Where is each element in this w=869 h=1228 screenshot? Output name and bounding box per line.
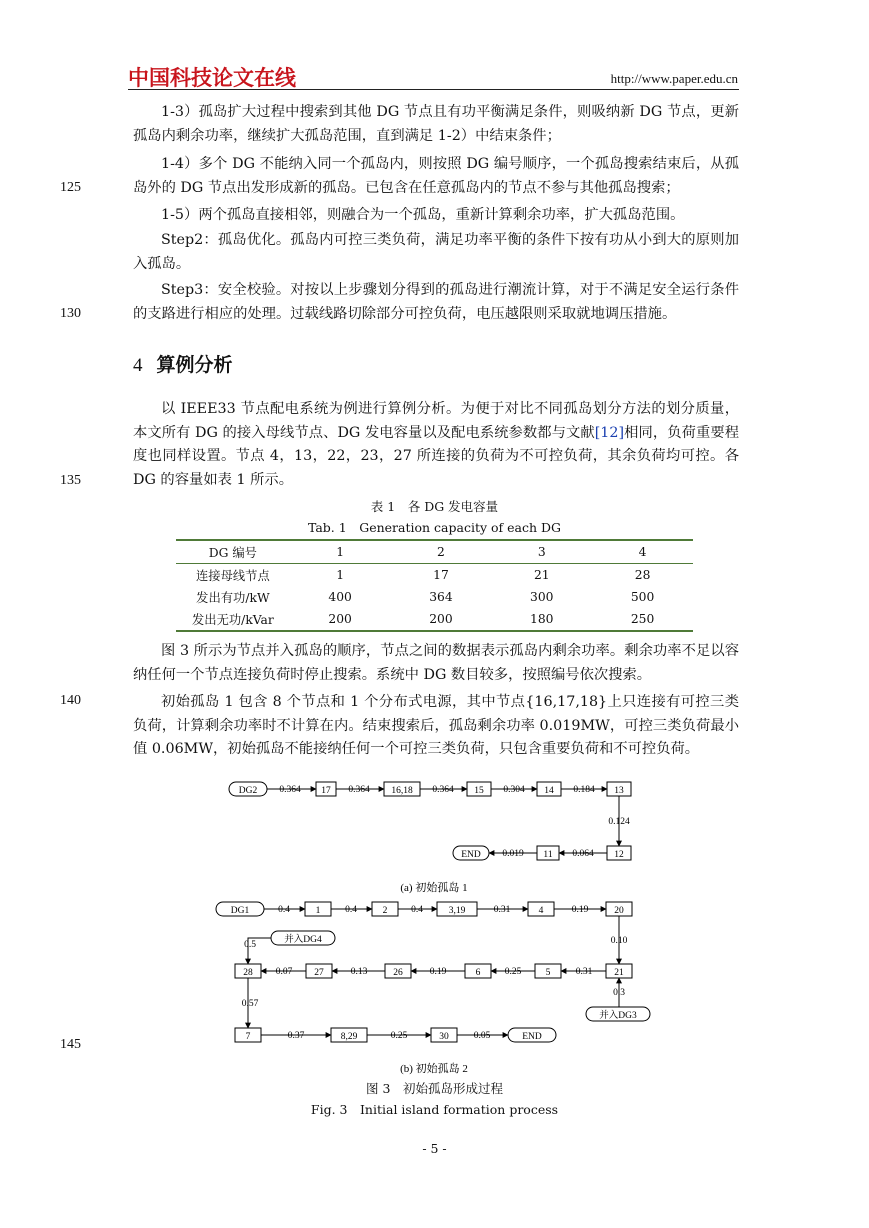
power-value: 0.05	[473, 1031, 491, 1041]
table-header-cell: 1	[336, 545, 345, 559]
power-value: 0.25	[504, 967, 522, 977]
island-formation-figure	[0, 776, 869, 1076]
power-value: 0.5	[244, 940, 256, 950]
node-label: 5	[545, 968, 551, 978]
table-row	[176, 586, 693, 608]
power-value: 0.25	[390, 1031, 408, 1041]
header-url[interactable]: http://www.paper.edu.cn	[610, 71, 738, 86]
island-1-labels	[239, 785, 630, 860]
paragraph-1-3: 1-3）孤岛扩大过程中搜索到其他 DG 节点且有功平衡满足条件，则吸纳新 DG 节点，更新孤岛内剩余功率，继续扩大孤岛范围，直到满足 1-2）中结束条件；	[133, 104, 739, 144]
table-cell: 28	[634, 568, 651, 582]
journal-logo: 中国科技论文在线	[128, 66, 296, 90]
table-header-cell: DG 编号	[208, 546, 257, 560]
power-value: 0.19	[429, 967, 447, 977]
node-label: 1	[315, 906, 321, 916]
reference-link[interactable]: [12]	[594, 424, 625, 441]
node-label: 30	[439, 1032, 449, 1042]
node-label: 6	[475, 968, 481, 978]
table-cell: 21	[533, 568, 550, 582]
paragraph-step3: Step3：安全校验。对按以上步骤划分得到的孤岛进行潮流计算，对于不满足安全运行条件的支路进行相应的处理。过载线路切除部分可控负荷，电压越限则采取就地调压措施。	[133, 282, 739, 322]
node-label: 16,18	[391, 786, 413, 796]
table-cell: 300	[530, 590, 554, 604]
power-value: 0.4	[411, 905, 423, 915]
node-label: 21	[614, 968, 624, 978]
table-header-row	[176, 540, 693, 564]
island-2-labels	[231, 905, 637, 1042]
table-cell: 250	[630, 612, 655, 626]
table-cell: 1	[336, 568, 345, 582]
table-cell: 发出无功/kVar	[191, 613, 274, 627]
node-label: 4	[538, 906, 544, 916]
dg4-merge-label: 并入DG4	[284, 935, 322, 945]
node-label: 3,19	[448, 906, 466, 916]
figure-caption-en: Fig. 3 Initial island formation process	[310, 1102, 559, 1117]
node-label: 2	[382, 906, 388, 916]
node-label: 27	[314, 968, 324, 978]
paragraph-1-4: 1-4）多个 DG 不能纳入同一个孤岛内，则按照 DG 编号顺序，一个孤岛搜索结束后，从孤岛外的 DG 节点出发形成新的孤岛。已包含在任意孤岛内的节点不参与其他孤岛搜索；	[133, 156, 739, 196]
table-row	[176, 564, 693, 587]
table-cell: 500	[630, 590, 655, 604]
power-value: 0.364	[348, 785, 370, 795]
node-label: DG1	[230, 906, 250, 916]
paragraph-example-intro	[133, 398, 739, 492]
section-heading	[133, 350, 233, 377]
power-value: 0.364	[279, 785, 301, 795]
power-value: 0.124	[608, 817, 630, 827]
power-value: 0.37	[287, 1031, 305, 1041]
line-number: 145	[60, 1037, 81, 1052]
section-number: 4	[133, 355, 143, 376]
power-value: 0.4	[345, 905, 357, 915]
table-cell: 发出有功/kW	[196, 591, 270, 605]
line-number: 140	[60, 693, 81, 708]
paragraph-1-5: 1-5）两个孤岛直接相邻，则融合为一个孤岛，重新计算剩余功率，扩大孤岛范围。	[161, 207, 685, 223]
header-rule	[128, 89, 739, 90]
paragraph-figure-desc: 图 3 所示为节点并入孤岛的顺序，节点之间的数据表示孤岛内剩余功率。剩余功率不足以容纳任何一个节点连接负荷时停止搜索。系统中 DG 数目较多，按照编号依次搜索。	[133, 643, 739, 683]
table-header-cell: 2	[437, 545, 445, 559]
power-value: 0.184	[573, 785, 595, 795]
node-label: 12	[614, 850, 624, 860]
power-value: 0.19	[571, 905, 589, 915]
section-title: 算例分析	[156, 354, 233, 376]
dg3-merge-label: 并入DG3	[599, 1011, 637, 1021]
table-cell: 200	[429, 612, 453, 626]
node-label: 17	[321, 786, 331, 796]
dg-capacity-table	[176, 539, 693, 632]
node-label: 26	[393, 968, 403, 978]
node-label: 7	[245, 1032, 251, 1042]
node-label: 28	[243, 968, 253, 978]
node-label: 11	[543, 850, 553, 860]
power-value: 0.31	[493, 905, 511, 915]
table-cell: 180	[530, 612, 554, 626]
power-value: 0.364	[432, 785, 454, 795]
node-label: END	[461, 850, 481, 860]
paragraph-step2: Step2：孤岛优化。孤岛内可控三类负荷，满足功率平衡的条件下按有功从小到大的原则加入孤岛。	[133, 232, 739, 272]
node-label: 14	[544, 786, 554, 796]
power-value: 0.10	[610, 936, 628, 946]
power-value: 0.304	[503, 785, 525, 795]
paragraph-island1: 初始孤岛 1 包含 8 个节点和 1 个分布式电源，其中节点{16,17,18}上只连接有可控三类负荷，计算剩余功率时不计算在内。结束搜索后，孤岛剩余功率 0.019MW，可控三类负荷最小值 0.06MW，初始孤岛不能接纳任何一个可控三类负荷，只包含重要负荷和不可控负荷。	[133, 694, 739, 757]
line-number: 135	[60, 473, 81, 488]
table-cell: 连接母线节点	[195, 569, 270, 583]
node-label: 15	[474, 786, 484, 796]
power-value: 0.13	[350, 967, 368, 977]
table-cell: 400	[328, 590, 352, 604]
table-header-cell: 4	[638, 545, 647, 559]
power-value: 0.4	[278, 905, 290, 915]
table-caption-cn: 表 1 各 DG 发电容量	[370, 499, 499, 514]
power-value: 0.3	[613, 988, 625, 998]
node-label: 13	[614, 786, 624, 796]
figure-caption-cn: 图 3 初始孤岛形成过程	[366, 1081, 503, 1096]
table-header-cell: 3	[537, 545, 546, 559]
line-number: 125	[60, 180, 81, 195]
node-label: END	[522, 1032, 542, 1042]
power-value: 0.31	[575, 967, 593, 977]
power-value: 0.07	[275, 967, 293, 977]
power-value: 0.57	[241, 999, 259, 1009]
page-number: - 5 -	[422, 1141, 447, 1156]
table-cell: 200	[328, 612, 352, 626]
node-label: DG2	[238, 786, 258, 796]
power-value: 0.019	[502, 849, 524, 859]
table-row	[176, 608, 693, 631]
subfigure-b-caption: (b) 初始孤岛 2	[400, 1063, 468, 1075]
table-cell: 364	[429, 590, 453, 604]
power-value: 0.064	[572, 849, 594, 859]
node-label: 20	[614, 906, 624, 916]
table-caption-en: Tab. 1 Generation capacity of each DG	[307, 520, 562, 535]
table-cell: 17	[433, 568, 449, 582]
node-label: 8,29	[340, 1032, 358, 1042]
paragraph-text: 以 IEEE33 节点配电系统为例进行算例分析。为便于对比不同孤岛划分方法的划分质量，本文所有 DG 的接入母线节点、DG 发电容量以及配电系统参数都与文献	[133, 401, 739, 441]
paragraph-text: 相同，负荷重要程度也同样设置。节点 4，13，22，23，27 所连接的负荷为不可控负荷，其余负荷均可控。各 DG 的容量如表 1 所示。	[133, 424, 739, 488]
subfigure-a-caption: (a) 初始孤岛 1	[400, 882, 468, 894]
line-number: 130	[60, 306, 81, 321]
